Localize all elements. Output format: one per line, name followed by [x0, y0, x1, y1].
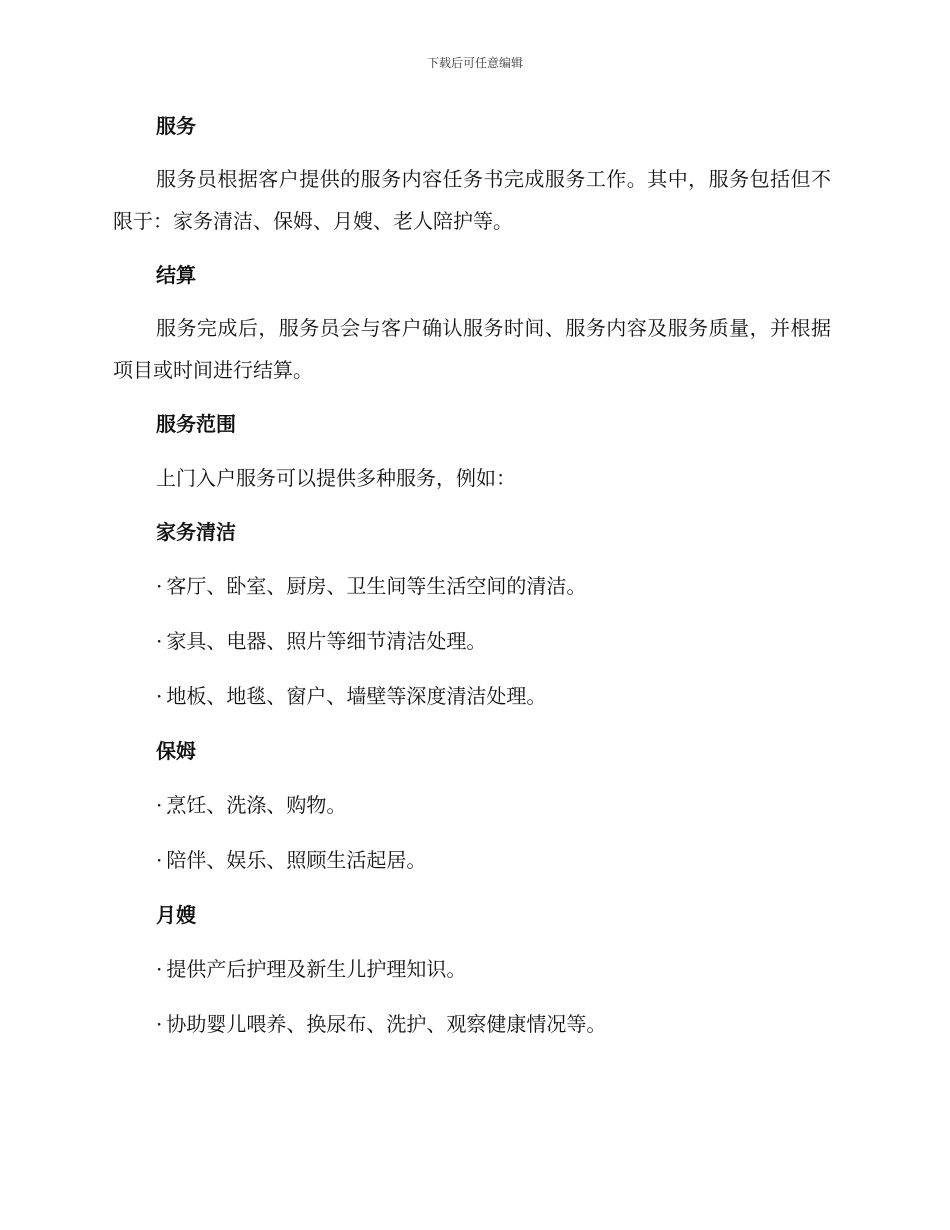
list-item-text: 地板、地毯、窗户、墙壁等深度清洁处理。 — [166, 684, 547, 708]
page-header: 下载后可任意编辑 — [426, 56, 523, 70]
section-heading-service: 服务 — [156, 114, 196, 138]
section-heading-maternity: 月嫂 — [156, 903, 196, 927]
bullet-dot-icon: · — [156, 684, 163, 708]
list-item — [113, 783, 831, 827]
list-item-text: 提供产后护理及新生儿护理知识。 — [166, 957, 467, 981]
bullet-dot-icon: · — [156, 1012, 163, 1036]
bullet-dot-icon: · — [156, 574, 163, 598]
bullet-dot-icon: · — [156, 848, 163, 872]
list-item-text: 客厅、卧室、厨房、卫生间等生活空间的清洁。 — [166, 574, 587, 598]
list-item-text: 协助婴儿喂养、换尿布、洗护、观察健康情况等。 — [166, 1012, 607, 1036]
section-heading-cleaning: 家务清洁 — [156, 520, 236, 544]
bullet-dot-icon: · — [156, 957, 163, 981]
section-heading-settlement: 结算 — [156, 263, 196, 287]
list-item-text: 烹饪、洗涤、购物。 — [166, 793, 347, 817]
document-body — [113, 104, 831, 1057]
list-item-text: 陪伴、娱乐、照顾生活起居。 — [166, 848, 427, 872]
paragraph-settlement: 服务完成后，服务员会与客户确认服务时间、服务内容及服务质量，并根据项目或时间进行结算。 — [113, 316, 831, 382]
list-item — [113, 838, 831, 882]
list-item — [113, 674, 831, 718]
paragraph-scope: 上门入户服务可以提供多种服务，例如： — [156, 466, 516, 490]
section-heading-nanny: 保姆 — [156, 739, 196, 763]
list-item — [113, 947, 831, 991]
section-heading-scope: 服务范围 — [156, 412, 236, 436]
paragraph-service: 服务员根据客户提供的服务内容任务书完成服务工作。其中，服务包括但不限于：家务清洁、保姆、月嫂、老人陪护等。 — [113, 167, 831, 233]
list-item — [113, 619, 831, 663]
bullet-dot-icon: · — [156, 629, 163, 653]
list-item — [113, 1002, 831, 1046]
list-item — [113, 564, 831, 608]
bullet-dot-icon: · — [156, 793, 163, 817]
list-item-text: 家具、电器、照片等细节清洁处理。 — [166, 629, 487, 653]
